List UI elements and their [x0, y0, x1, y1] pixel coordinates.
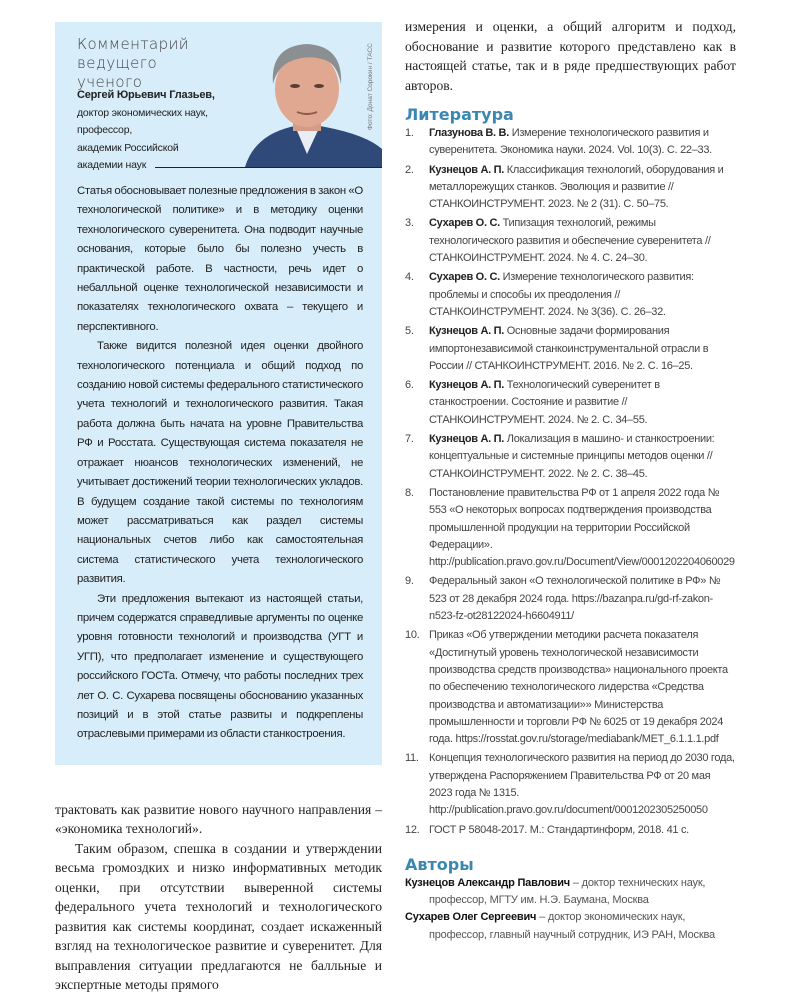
- reference-author: Кузнецов А. П.: [429, 433, 505, 446]
- reference-number: 1.: [405, 127, 414, 139]
- reference-number: 4.: [405, 271, 414, 284]
- reference-text: Технологический суверенитет в станкостроении. Состояние и развитие // СТАНКОИНСТРУМЕНТ. 2024. № 2. С. 34–55.: [429, 379, 660, 426]
- reference-text: Классификация технологий, оборудования и металлорежущих станков. Эволюция и развитие // СТАНКОИНСТРУМЕНТ. 2023. № 2 (31). С. 50–75.: [429, 163, 724, 211]
- references-heading: Литература: [405, 105, 514, 124]
- expert-title: академик Российской: [77, 141, 179, 154]
- authors-heading: Авторы: [405, 854, 474, 874]
- reference-number: 8.: [405, 486, 414, 499]
- reference-author: Сухарев О. С.: [429, 217, 500, 230]
- reference-number: 10.: [405, 629, 420, 642]
- expert-title: доктор экономических наук,: [77, 106, 208, 119]
- reference-item: [405, 431, 736, 483]
- reference-item: [405, 822, 736, 839]
- reference-item: [405, 162, 736, 214]
- reference-author: Кузнецов А. П.: [429, 379, 505, 392]
- reference-item: [405, 377, 736, 429]
- expert-comment-box: [55, 22, 382, 765]
- reference-item: [405, 485, 736, 571]
- author-description: – доктор экономических наук, профессор, главный научный сотрудник, ИЭ РАН, Москва: [429, 911, 715, 941]
- left-column: [55, 22, 382, 995]
- reference-author: Глазунова В. В.: [429, 127, 509, 139]
- author-entry: [405, 875, 736, 910]
- portrait-photo: [225, 34, 382, 167]
- reference-author: Кузнецов А. П.: [429, 163, 505, 176]
- reference-item: [405, 750, 736, 819]
- reference-text: Концепция технологического развития на период до 2030 года, утверждена Распоряжением Правительства РФ от 20 мая 2023 года № 1315. http://publication.pravo.gov.ru/document/0001202305250050: [429, 752, 735, 817]
- body-paragraph: измерения и оценки, а общий алгоритм и подход, обоснование и развитие которого представлено как в настоящей статье, так и в ряде предшествующих работ авторов.: [405, 19, 736, 93]
- body-paragraph: трактовать как развитие нового научного направления – «экономика технологий».: [55, 801, 382, 837]
- reference-number: 6.: [405, 379, 414, 392]
- reference-item: [405, 323, 736, 375]
- author-name: Кузнецов Александр Павлович: [405, 876, 570, 889]
- expert-info: [77, 87, 237, 175]
- reference-text: Измерение технологического развития: проблемы и способы их преодоления // СТАНКОИНСТРУМЕНТ. 2024. № 3(36). С. 26–32.: [429, 271, 694, 318]
- body-paragraph: Таким образом, спешка в создании и утверждении весьма громоздких и низко информативных методик оценки, при отсутствии выверенной системы федерального учета технологий и технологического развития как системы координат, создает искаженный взгляд на технологическое развитие и суверенитет. Для выправления ситуации предлагаются не балльные и экспертные методы прямого: [55, 840, 382, 993]
- body-text-right: [405, 17, 736, 95]
- author-description: – доктор технических наук, профессор, МГТУ им. Н.Э. Баумана, Москва: [429, 876, 706, 907]
- reference-text: Основные задачи формирования импортонезависимой станкоинструментальной отрасли в России // СТАНКОИНСТРУМЕНТ. 2016. № 2. С. 16–25.: [429, 325, 709, 372]
- reference-text: Постановление правительства РФ от 1 апреля 2022 года № 553 «О некоторых вопросах подтверждения производства промышленной продукции на территории Российской Федерации». http://publication.pravo.gov.ru/Document/View/0001202204060029: [429, 486, 735, 569]
- reference-text: Федеральный закон «О технологической политике в РФ» № 523 от 28 декабря 2024 года. https://bazanpa.ru/gd-rf-zakon-n523-fz-ot28122024-h6604911/: [429, 575, 721, 623]
- reference-number: 11.: [405, 752, 419, 765]
- comment-paragraph: Также видится полезной идея оценки двойного технологического потенциала и общий подход по созданию новой системы федерального статистического учета технологий и технологического развития. Такая работа должна быть начата на уровне Правительства РФ и Росстата. Существующая система показателя не отражает нюансов технологических изменений, не учитывает достижений теории технологических укладов. В будущем создание такой системы по технологиям может рассматриваться как раздел системы национальных счетов либо как самостоятельная система статистического учета технологического развития.: [77, 340, 363, 586]
- references-list: [405, 125, 736, 841]
- reference-item: [405, 215, 736, 267]
- comment-paragraph: Эти предложения вытекают из настоящей статьи, причем содержатся справедливые аргументы по оценке уровня готовности технологий и производства (УГТ и УГП), что предполагает изменение и существующего российского ГОСТа. Отмечу, что работы последних трех лет О. С. Сухарева посвящены обоснованию указанных позиций и в этой статье развиты и подкреплены отраслевыми примерами из области станкостроения.: [77, 592, 363, 741]
- reference-item: [405, 627, 736, 748]
- divider-line: [155, 167, 382, 168]
- expert-title: профессор,: [77, 124, 133, 136]
- reference-text: Приказ «Об утверждении методики расчета показателя «Достигнутый уровень технологической независимости производства средств производства» национального проекта по обеспечению технологического лидерства «Средства производства и автоматизации»» Министерства промышленности и торговли РФ № 6025 от 19 декабря 2024 года. https://rosstat.gov.ru/storage/mediabank/MET_6.1.1.1.pdf: [429, 629, 728, 746]
- author-entry: [405, 909, 736, 944]
- reference-number: 3.: [405, 217, 414, 230]
- reference-author: Кузнецов А. П.: [429, 325, 505, 338]
- expert-name: Сергей Юрьевич Глазьев,: [77, 89, 215, 101]
- author-name: Сухарев Олег Сергеевич: [405, 911, 537, 924]
- reference-text: Типизация технологий, режимы технологического развития и обеспечение суверенитета // СТАНКОИНСТРУМЕНТ. 2024. № 4. С. 24–30.: [429, 217, 711, 265]
- reference-text: Локализация в машино- и станкостроении: концептуальные и системные принципы методов оценки // СТАНКОИНСТРУМЕНТ. 2022. № 2. С. 38–45.: [429, 433, 715, 480]
- photo-credit: Фото: Донат Сорокин / ТАСС: [367, 43, 374, 130]
- reference-author: Сухарев О. С.: [429, 271, 500, 284]
- comment-title: Комментарий ведущего ученого: [77, 35, 190, 91]
- reference-number: 2.: [405, 163, 414, 176]
- reference-text: ГОСТ Р 58048-2017. М.: Стандартинформ, 2018. 41 с.: [429, 823, 689, 836]
- reference-item: [405, 573, 736, 625]
- expert-title: академии наук: [77, 159, 147, 171]
- reference-item: [405, 125, 736, 160]
- body-text-left: [55, 800, 382, 995]
- authors-list: [405, 875, 736, 944]
- right-column: [405, 17, 736, 944]
- comment-text: [77, 182, 363, 745]
- reference-number: 9.: [405, 575, 414, 588]
- reference-number: 5.: [405, 325, 414, 338]
- reference-number: 7.: [405, 433, 414, 446]
- reference-text: Измерение технологического развития и суверенитета. Экономика науки. 2024. Vol. 10(3). С. 22–33.: [429, 127, 712, 157]
- comment-paragraph: Статья обосновывает полезные предложения в закон «О технологической политике» и в методику оценки технологического суверенитета. Она подводит научные основания, которые было бы полезно учесть в практической работе. В частности, речь идет о небалльной оценке технологической независимости и показателях технологического охвата – текущего и перспективного.: [77, 185, 363, 333]
- reference-number: 12.: [405, 823, 420, 836]
- reference-item: [405, 269, 736, 321]
